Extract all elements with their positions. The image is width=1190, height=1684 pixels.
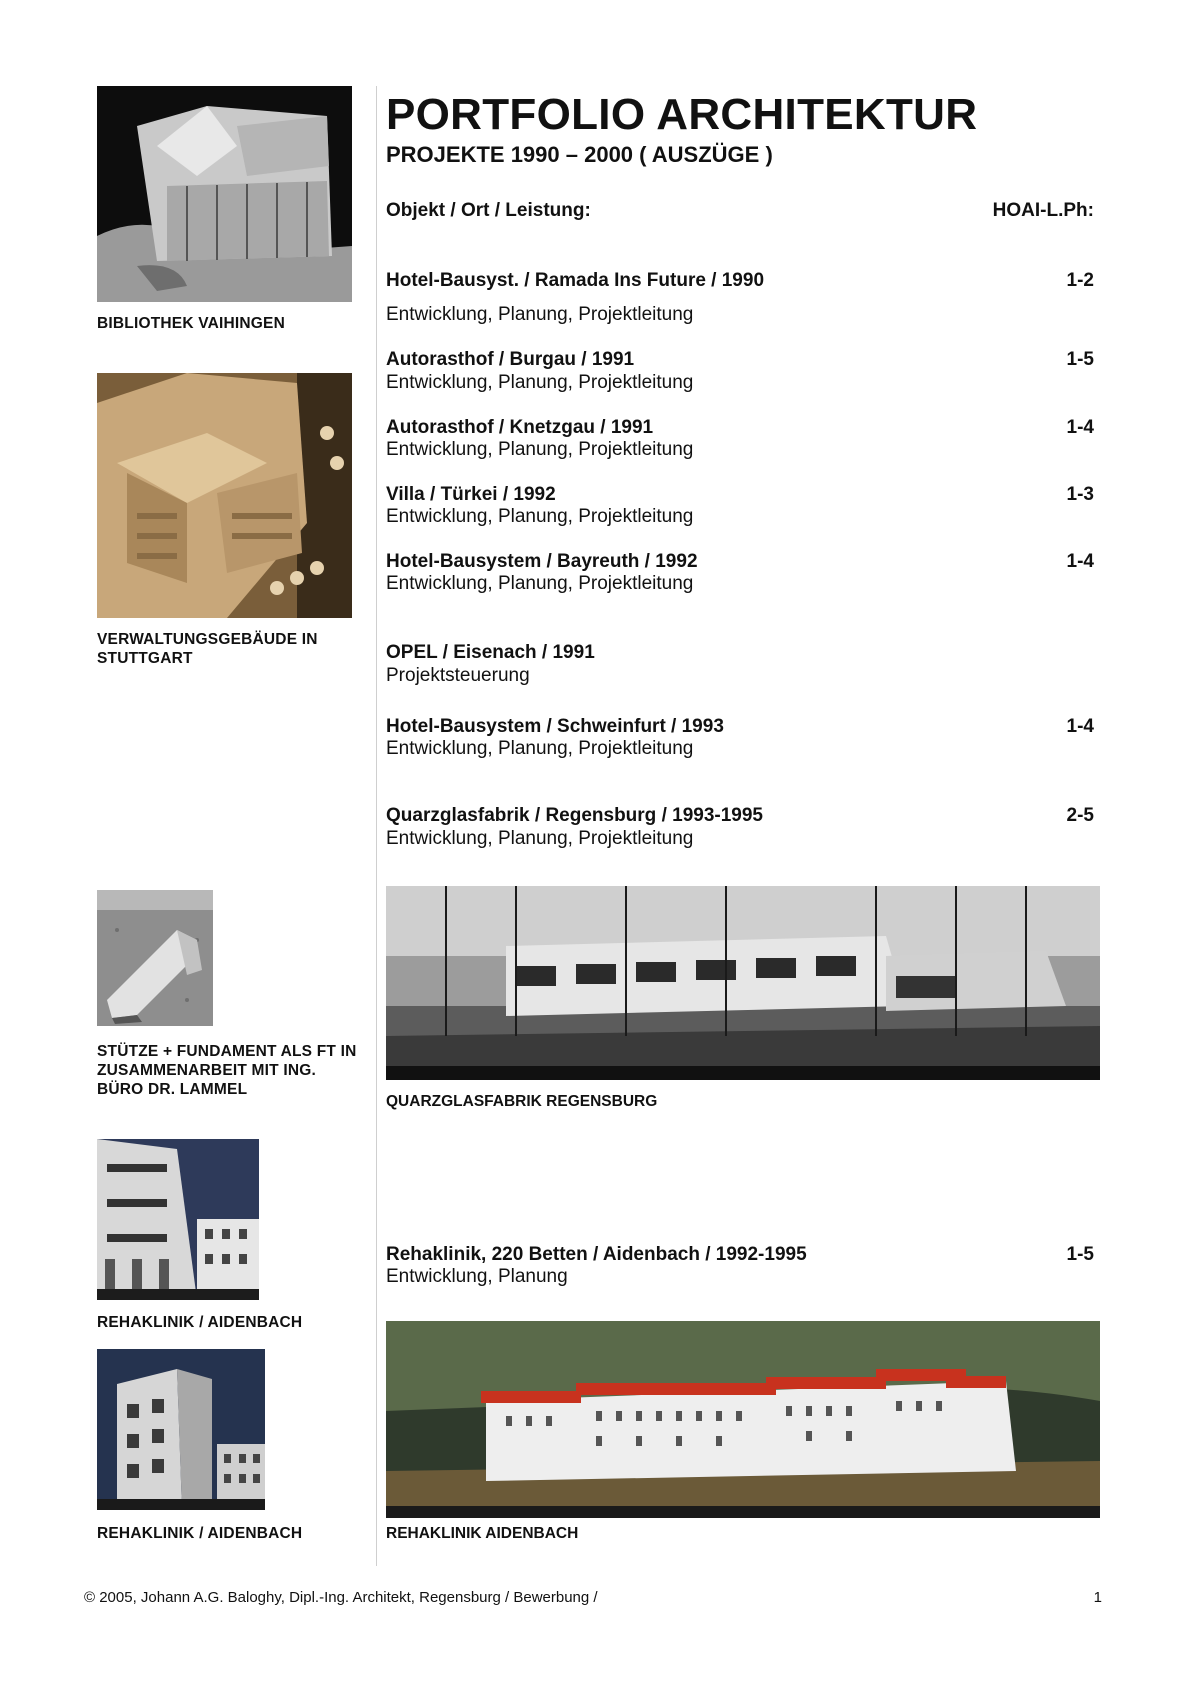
project-title: Autorasthof / Knetzgau / 1991 (386, 417, 654, 438)
page-number: 1 (1093, 1589, 1102, 1606)
column-header-object: Objekt / Ort / Leistung: (386, 200, 591, 221)
project-service: Entwicklung, Planung, Projektleitung (386, 372, 694, 393)
project-phase: 1-2 (1066, 270, 1094, 291)
rehaklinik-panorama-photo (386, 1321, 1100, 1518)
project-phase: 1-4 (1066, 417, 1094, 438)
project-title: Villa / Türkei / 1992 (386, 484, 556, 505)
rehaklinik-photo-2 (97, 1349, 265, 1510)
project-title: Rehaklinik, 220 Betten / Aidenbach / 1992-1995 (386, 1244, 807, 1265)
stuetze-fundament-photo (97, 890, 213, 1026)
project-title: OPEL / Eisenach / 1991 (386, 642, 595, 663)
caption-rehaklinik-2: REHAKLINIK / AIDENBACH (97, 1525, 303, 1542)
rehaklinik-panorama-caption: REHAKLINIK AIDENBACH (386, 1525, 579, 1542)
caption-bibliothek: BIBLIOTHEK VAIHINGEN (97, 315, 285, 332)
quarzglasfabrik-photo (386, 886, 1100, 1080)
quarzglasfabrik-caption: QUARZGLASFABRIK REGENSBURG (386, 1093, 658, 1110)
project-service: Entwicklung, Planung, Projektleitung (386, 304, 694, 325)
project-service: Entwicklung, Planung, Projektleitung (386, 506, 694, 527)
caption-rehaklinik-1: REHAKLINIK / AIDENBACH (97, 1314, 303, 1331)
column-divider (376, 86, 377, 1566)
rehaklinik-photo-1 (97, 1139, 259, 1300)
project-phase: 1-5 (1066, 1244, 1094, 1265)
project-phase: 1-4 (1066, 551, 1094, 572)
project-service: Entwicklung, Planung, Projektleitung (386, 738, 694, 759)
project-phase: 1-3 (1066, 484, 1094, 505)
project-title: Hotel-Bausyst. / Ramada Ins Future / 1990 (386, 270, 765, 291)
project-service: Entwicklung, Planung, Projektleitung (386, 573, 694, 594)
project-title: Hotel-Bausystem / Bayreuth / 1992 (386, 551, 698, 572)
caption-stuetze-fundament: STÜTZE + FUNDAMENT ALS FT IN ZUSAMMENARBEIT MIT ING. BÜRO DR. LAMMEL (97, 1043, 357, 1098)
project-title: Quarzglasfabrik / Regensburg / 1993-1995 (386, 805, 763, 826)
bibliothek-model-photo (97, 86, 352, 302)
page-subtitle: PROJEKTE 1990 – 2000 ( AUSZÜGE ) (386, 142, 773, 167)
project-phase: 1-5 (1066, 349, 1094, 370)
footer-copyright: © 2005, Johann A.G. Baloghy, Dipl.-Ing. Architekt, Regensburg / Bewerbung / (84, 1589, 598, 1606)
caption-verwaltungsgebaeude: VERWALTUNGSGEBÄUDE IN STUTTGART (97, 631, 318, 667)
page-title: PORTFOLIO ARCHITEKTUR (386, 90, 978, 139)
verwaltungsgebaeude-model-photo (97, 373, 352, 618)
project-title: Autorasthof / Burgau / 1991 (386, 349, 635, 370)
project-service: Entwicklung, Planung, Projektleitung (386, 439, 694, 460)
project-phase: 1-4 (1066, 716, 1094, 737)
project-phase: 2-5 (1066, 805, 1094, 826)
project-service: Entwicklung, Planung (386, 1266, 568, 1287)
column-header-phase: HOAI-L.Ph: (992, 200, 1094, 221)
project-service: Entwicklung, Planung, Projektleitung (386, 828, 694, 849)
project-title: Hotel-Bausystem / Schweinfurt / 1993 (386, 716, 724, 737)
project-service: Projektsteuerung (386, 665, 530, 686)
